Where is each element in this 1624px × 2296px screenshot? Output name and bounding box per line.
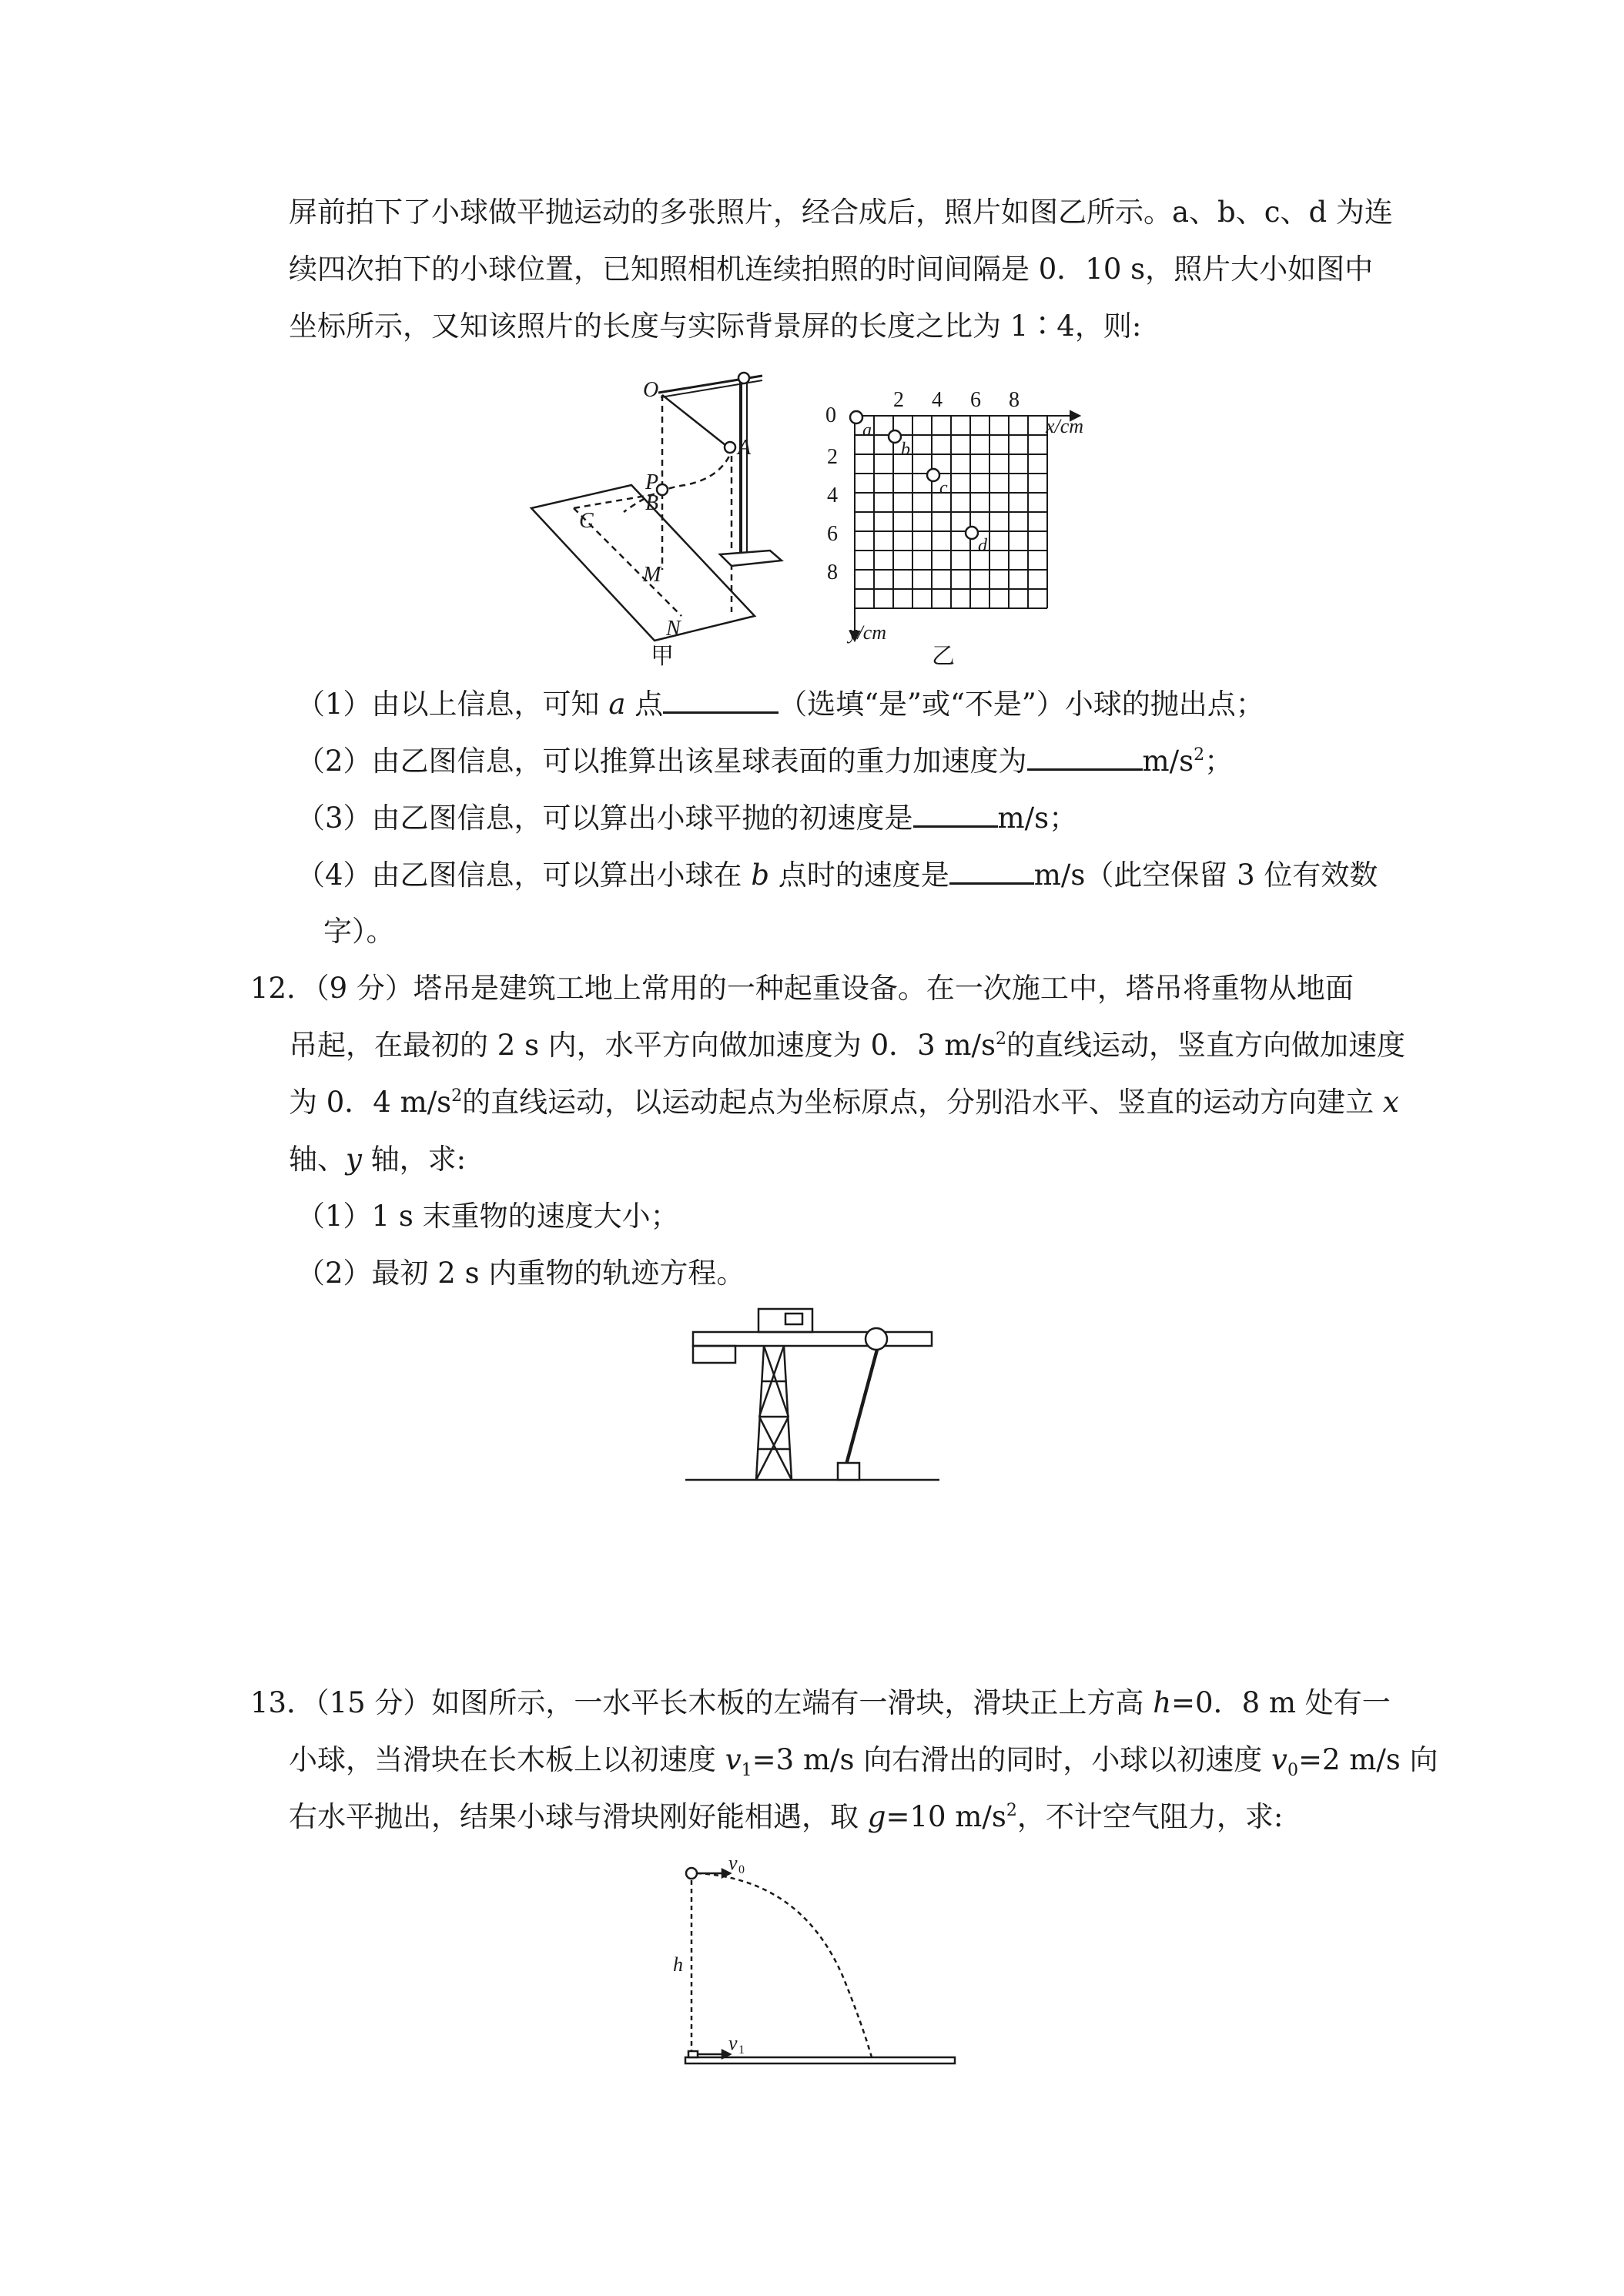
q11-part-4: （4）由乙图信息，可以算出小球在 b 点时的速度是 m/s（此空保留 3 位有效数 [296, 856, 1378, 894]
label-B: B [645, 491, 659, 515]
label-M: M [643, 563, 661, 587]
yi-x-axis-label: x/cm [1046, 415, 1084, 437]
q12-line-1: 12．（9 分）塔吊是建筑工地上常用的一种起重设备。在一次施工中，塔吊将重物从地面 [250, 972, 1354, 1005]
yi-y-tick-4: 4 [827, 484, 838, 507]
q13-line-1: 13．（15 分）如图所示，一水平长木板的左端有一滑块，滑块正上方高 h=0．8 m 处有一 [250, 1686, 1391, 1719]
q12-line-3: 为 0．4 $m/s^2$的直线运动，以运动起点为坐标原点，分别沿水平、竖直的运动方向建立 x [289, 1086, 1399, 1119]
label-v1: v [728, 2032, 738, 2054]
yi-point-b [889, 430, 901, 443]
figure-tower-crane [685, 1301, 947, 1486]
figure-projectile [670, 1852, 963, 2087]
answer-blank-3[interactable] [913, 799, 998, 828]
label-v1-sub: 1 [738, 2043, 745, 2057]
answer-blank-1[interactable] [663, 685, 779, 714]
yi-point-label-a: a [862, 420, 872, 440]
yi-y-tick-2: 2 [827, 445, 838, 469]
q13-line-3: 右水平抛出，结果小球与滑块刚好能相遇，取 g=10 $m/s^2$，不计空气阻力，求: [289, 1800, 1284, 1833]
yi-point-a [850, 411, 862, 423]
q11-intro-line-3: 坐标所示，又知该照片的长度与实际背景屏的长度之比为 1∶4，则: [289, 310, 1142, 343]
yi-point-label-d: d [978, 536, 987, 556]
q11-intro-line-2: 续四次拍下的小球位置，已知照相机连续拍照的时间间隔是 0．10 s，照片大小如图中 [289, 253, 1374, 286]
yi-y-tick-6: 6 [827, 522, 838, 546]
q11-part-3: （3）由乙图信息，可以算出小球平抛的初速度是 m/s； [296, 799, 1077, 837]
yi-point-d [966, 527, 978, 539]
yi-y-axis-label: y/cm [849, 621, 887, 644]
q12-line-2: 吊起，在最初的 2 s 内，水平方向做加速度为 0．3 $m/s^2$的直线运动，竖直方向做加速度 [289, 1029, 1405, 1062]
yi-point-label-c: c [939, 478, 948, 498]
yi-y-tick-8: 8 [827, 561, 838, 584]
answer-blank-2[interactable] [1027, 742, 1143, 771]
label-O: O [643, 378, 659, 402]
q12-sub-2: （2）最初 2 s 内重物的轨迹方程。 [296, 1257, 745, 1290]
yi-x-tick-4: 4 [932, 388, 943, 412]
label-C: C [579, 509, 594, 533]
q11-part-4-cont: 字）。 [323, 915, 395, 948]
q11-intro-line-1: 屏前拍下了小球做平抛运动的多张照片，经合成后，照片如图乙所示。a、b、c、d 为连 [289, 196, 1393, 229]
caption-jia: 甲 [651, 644, 674, 669]
answer-blank-4[interactable] [949, 856, 1034, 885]
label-P: P [645, 470, 659, 494]
label-N: N [666, 617, 681, 641]
yi-origin: 0 [825, 403, 836, 427]
label-A: A [738, 436, 752, 460]
figure-yi [824, 362, 1084, 670]
yi-x-tick-8: 8 [1009, 388, 1020, 412]
label-v0-sub: 0 [738, 1863, 745, 1876]
q13-line-2: 小球，当滑块在长木板上以初速度 $v_1=3$ m/s 向右滑出的同时，小球以初速度 $v_0=2$ m/s 向 [289, 1743, 1438, 1780]
label-h: h [673, 1953, 683, 1976]
figure-jia [531, 362, 762, 670]
q12-sub-1: （1）1 s 末重物的速度大小； [296, 1200, 679, 1233]
q11-part-1: （1）由以上信息，可知 a 点 （选填“是”或“不是”）小球的抛出点； [296, 685, 1264, 723]
yi-x-tick-2: 2 [893, 388, 904, 412]
yi-point-label-b: b [901, 440, 910, 460]
yi-x-tick-6: 6 [970, 388, 981, 412]
q11-part-2: （2）由乙图信息，可以推算出该星球表面的重力加速度为 $m/s^2$； [296, 742, 1233, 780]
q12-line-4: 轴、y 轴，求: [289, 1143, 467, 1176]
yi-point-c [927, 469, 939, 481]
label-v0: v [728, 1852, 738, 1874]
caption-yi: 乙 [932, 644, 955, 669]
